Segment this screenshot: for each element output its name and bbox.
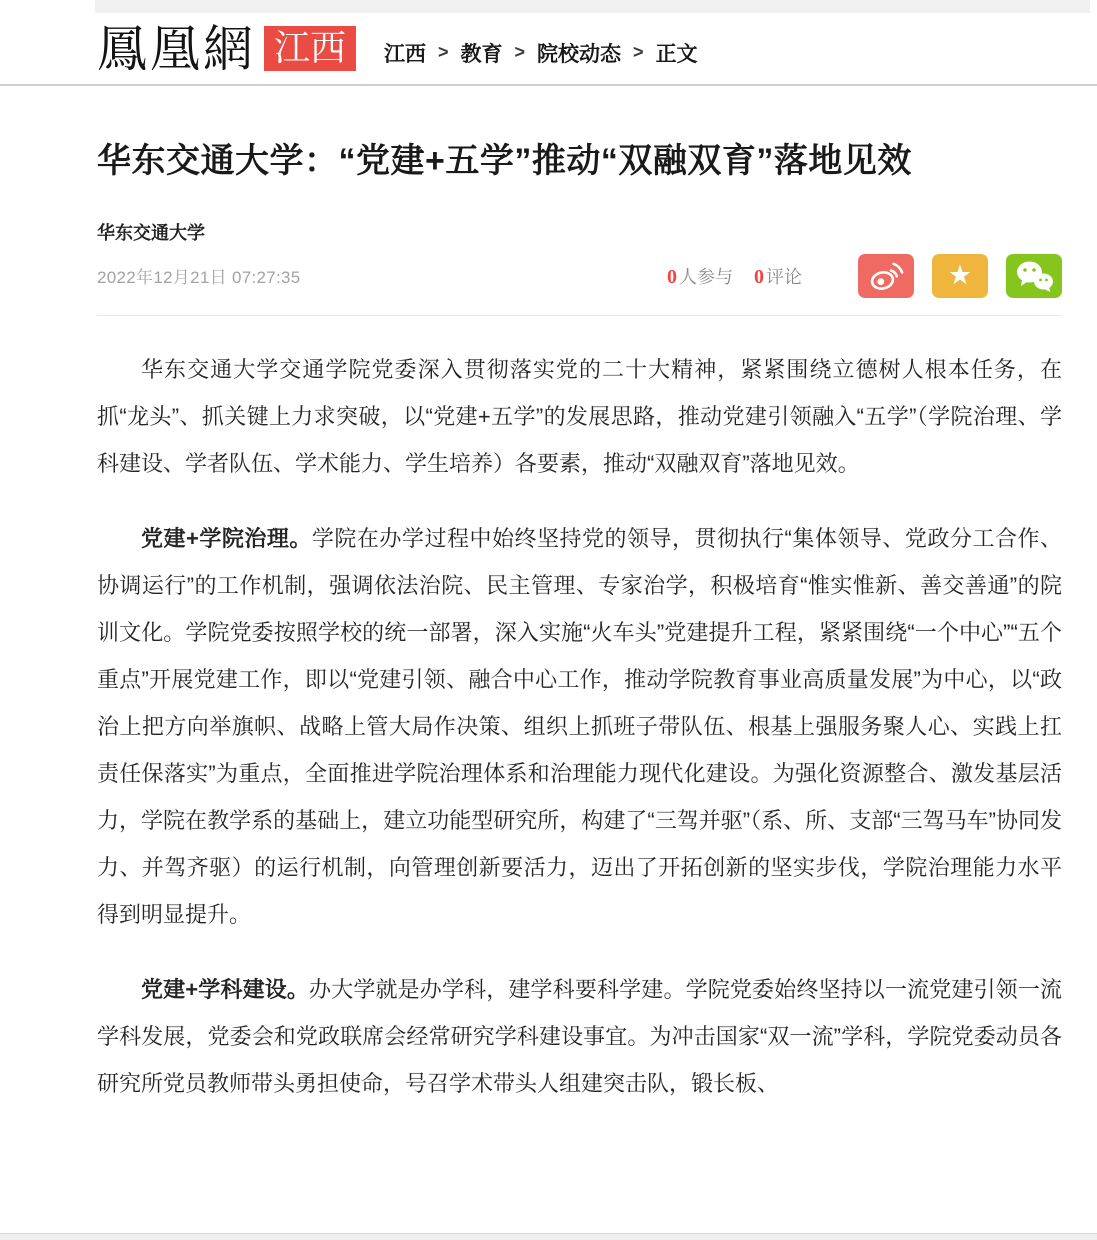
article-title: 华东交通大学：“党建+五学”推动“双融双育”落地见效 bbox=[97, 142, 912, 180]
breadcrumb-item-campus-news[interactable]: 院校动态 bbox=[537, 42, 622, 66]
ifeng-logo[interactable]: 鳳凰網 bbox=[97, 20, 256, 77]
article-source: 华东交通大学 bbox=[97, 222, 205, 243]
bottom-gray-strip bbox=[0, 1233, 1097, 1240]
paragraph bbox=[97, 966, 1062, 1107]
share-weibo-button[interactable] bbox=[858, 254, 914, 298]
breadcrumb-item-current: 正文 bbox=[655, 42, 698, 66]
paragraph-text: 华东交通大学交通学院党委深入贯彻落实党的二十大精神，紧紧围绕立德树人根本任务，在抓“龙头”、抓关键上力求突破，以“党建+五学”的发展思路，推动党建引领融入“五学”（学院治理、学科建设、学者队伍、学术能力、学生培养）各要素，推动“双融双育”落地见效。 bbox=[97, 356, 1062, 476]
breadcrumb-separator: > bbox=[514, 42, 526, 62]
breadcrumb bbox=[384, 38, 698, 68]
top-gray-strip bbox=[95, 0, 1090, 13]
comments-label: 评论 bbox=[766, 266, 802, 287]
participants-count: 0 bbox=[666, 265, 677, 288]
comments-count: 0 bbox=[754, 265, 764, 288]
paragraph-text: 办大学就是办学科，建学科要科学建。学院党委始终坚持以一流党建引领一流学科发展，党委会和党政联席会经常研究学科建设事宜。为冲击国家“双一流”学科，学院党委动员各研究所党员教师带头勇担使命，号召学术带头人组建突击队，锻长板、 bbox=[97, 976, 1062, 1096]
region-badge-jiangxi[interactable]: 江西 bbox=[264, 26, 356, 71]
weibo-icon bbox=[868, 259, 904, 293]
meta-divider bbox=[97, 315, 1062, 316]
article-body bbox=[97, 346, 1062, 1107]
breadcrumb-separator: > bbox=[633, 42, 644, 62]
paragraph bbox=[97, 515, 1062, 938]
share-favorite-button[interactable] bbox=[932, 254, 988, 298]
header-divider bbox=[0, 84, 1097, 86]
comments-link[interactable] bbox=[754, 267, 802, 287]
article-meta-row bbox=[97, 253, 1062, 299]
publish-datetime: 2022年12月21日 07:27:35 bbox=[97, 268, 301, 287]
paragraph-text: 学院在办学过程中始终坚持党的领导，贯彻执行“集体领导、党政分工合作、协调运行”的工作机制，强调依法治院、民主管理、专家治学，积极培育“惟实惟新、善交善通”的院训文化。学院党委按照学校的统一部署，深入实施“火车头”党建提升工程，紧紧围绕“一个中心”“五个重点”开展党建工作，即以“党建引领、融合中心工作，推动学院教育事业高质量发展”为中心，以“政治上把方向举旗帜、战略上管大局作决策、组织上抓班子带队伍、根基上强服务聚人心、实践上扛责任保落实”为重点，全面推进学院治理体系和治理能力现代化建设。为强化资源整合、激发基层活力，学院在教学系的基础上，建立功能型研究所，构建了“三驾并驱”（系、所、支部“三驾马车”协同发力、并驾齐驱）的运行机制，向管理创新要活力，迈出了开拓创新的坚实步伐，学院治理能力水平得到明显提升。 bbox=[97, 525, 1062, 927]
paragraph-lead: 党建+学院治理。 bbox=[141, 525, 312, 551]
paragraph-lead: 党建+学科建设。 bbox=[141, 976, 310, 1002]
wechat-icon bbox=[1014, 259, 1054, 293]
participants-link[interactable] bbox=[667, 267, 733, 287]
engagement-counts bbox=[667, 263, 802, 289]
article-container bbox=[97, 140, 1062, 1107]
participants-label: 人参与 bbox=[678, 266, 733, 287]
breadcrumb-item-education[interactable]: 教育 bbox=[460, 42, 503, 66]
share-wechat-button[interactable] bbox=[1006, 254, 1062, 298]
breadcrumb-item-jiangxi[interactable]: 江西 bbox=[384, 42, 427, 66]
breadcrumb-separator: > bbox=[438, 42, 449, 62]
paragraph bbox=[97, 346, 1062, 487]
star-icon: ★ bbox=[947, 260, 973, 291]
